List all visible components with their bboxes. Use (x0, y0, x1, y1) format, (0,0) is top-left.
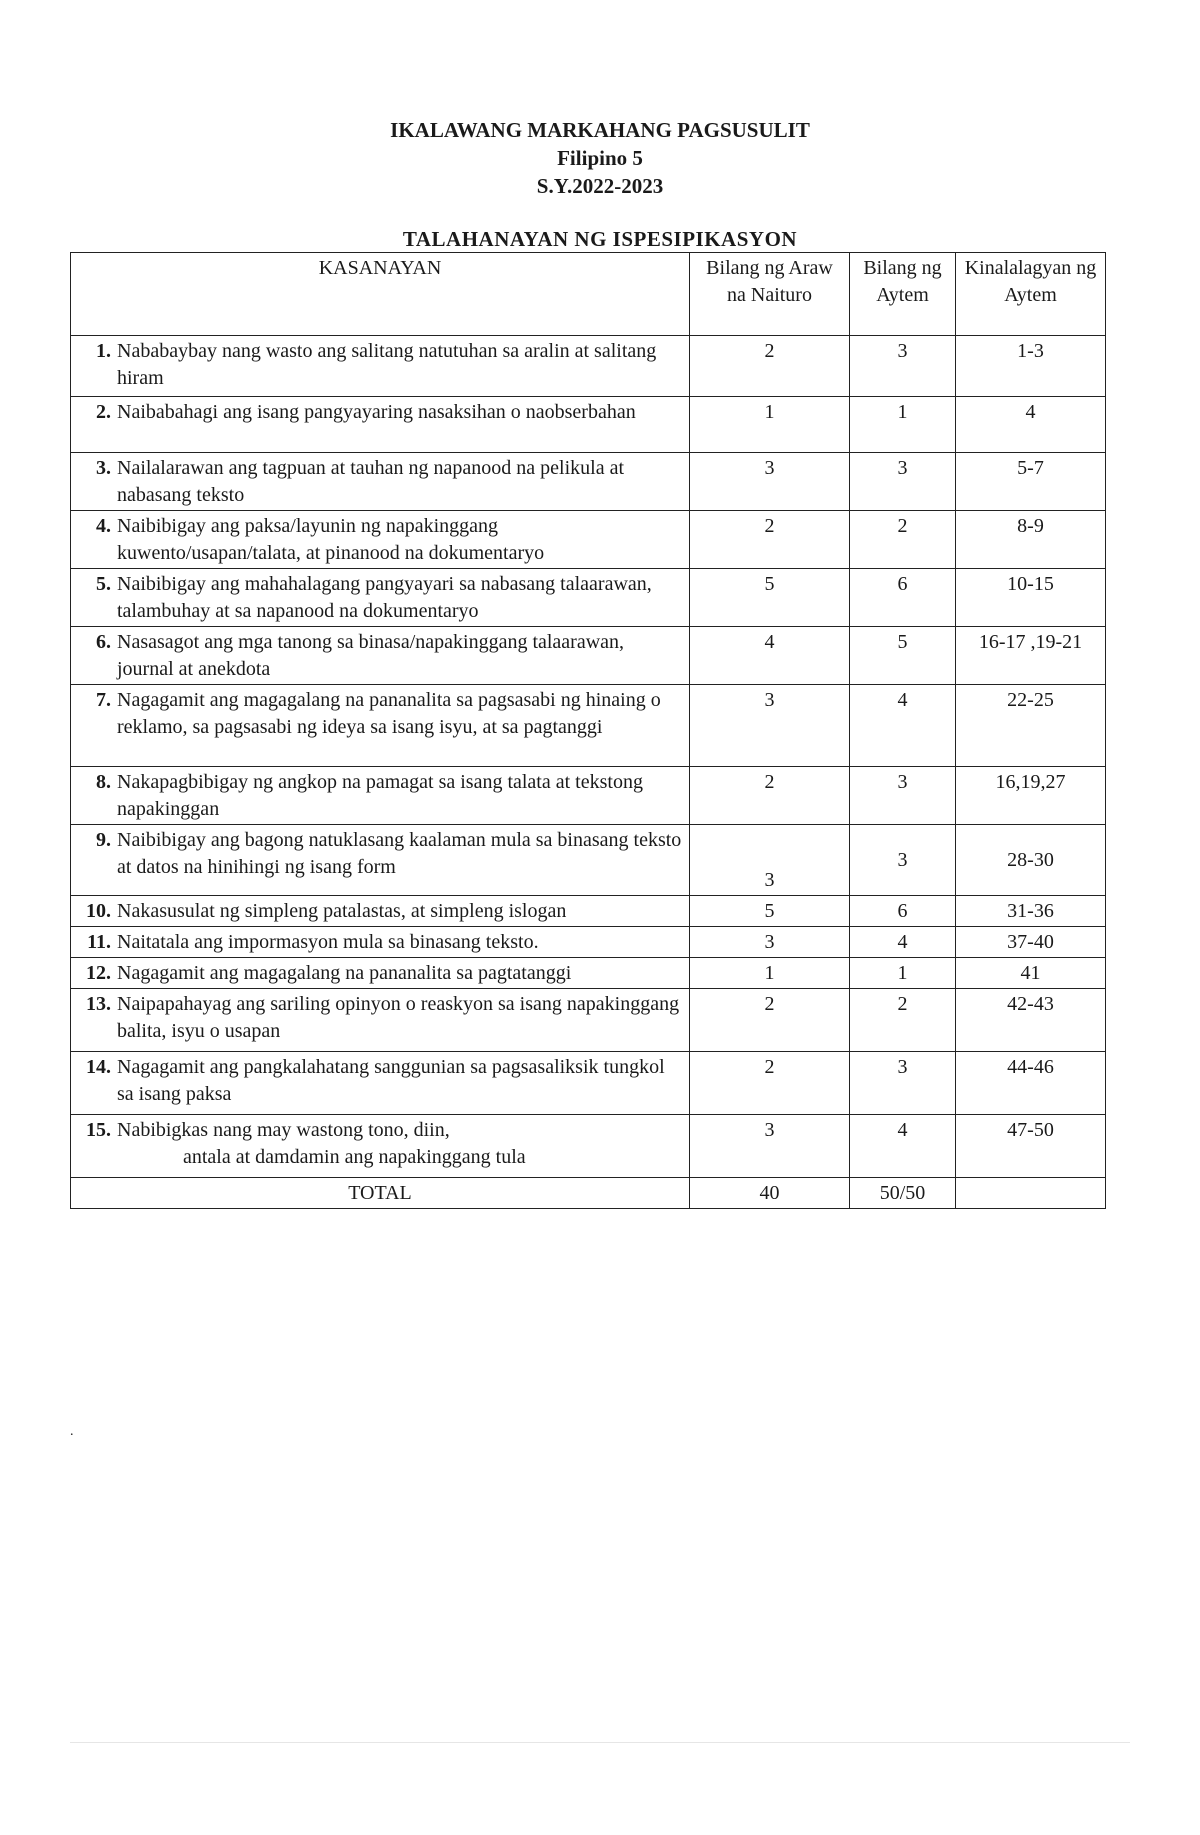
skill-cell (71, 767, 690, 825)
skill-text: Nasasagot ang mga tanong sa binasa/napakinggang talaarawan, journal at anekdota (117, 631, 625, 680)
items-cell: 6 (850, 569, 956, 627)
table-row (71, 825, 1106, 896)
days-cell: 2 (690, 1052, 850, 1115)
location-cell: 28-30 (956, 825, 1106, 896)
location-cell: 42-43 (956, 989, 1106, 1052)
header-location: Kinalalagyan ng Aytem (956, 253, 1106, 336)
specification-table (70, 252, 1106, 1209)
table-row (71, 989, 1106, 1052)
row-number: 10. (86, 900, 111, 922)
skill-text: Nailalarawan ang tagpuan at tauhan ng napanood na pelikula at nabasang teksto (117, 457, 625, 506)
exam-subject: Filipino 5 (557, 146, 643, 170)
skill-cell (71, 958, 690, 989)
skill-text: Nagagamit ang magagalang na pananalita sa pagsasabi ng hinaing o reklamo, sa pagsasabi ng ideya sa isang isyu, at sa pagtanggi (117, 689, 661, 738)
row-number: 3. (96, 457, 111, 479)
days-cell: 1 (690, 397, 850, 453)
skill-text: Naitatala ang impormasyon mula sa binasang teksto. (117, 931, 539, 953)
items-cell: 4 (850, 685, 956, 767)
skill-text-multiline (117, 1117, 683, 1171)
table-row (71, 767, 1106, 825)
skill-cell (71, 569, 690, 627)
skill-cell (71, 511, 690, 569)
skill-text: Nagagamit ang magagalang na pananalita sa pagtatanggi (117, 962, 572, 984)
total-days: 40 (690, 1178, 850, 1209)
location-cell: 4 (956, 397, 1106, 453)
row-number: 14. (86, 1056, 111, 1078)
row-number: 6. (96, 631, 111, 653)
skill-cell (71, 927, 690, 958)
skill-text: Naipapahayag ang sariling opinyon o reaskyon sa isang napakinggang balita, isyu o usapan (117, 993, 680, 1042)
header-days: Bilang ng Araw na Naituro (690, 253, 850, 336)
table-header-row (71, 253, 1106, 336)
row-number: 8. (96, 771, 111, 793)
skill-cell (71, 1052, 690, 1115)
days-cell: 3 (690, 453, 850, 511)
header-skill: KASANAYAN (71, 253, 690, 336)
stray-dot: . (70, 1424, 74, 1439)
items-cell: 3 (850, 767, 956, 825)
items-cell: 1 (850, 958, 956, 989)
table-row (71, 927, 1106, 958)
row-number: 11. (87, 931, 111, 953)
items-cell: 4 (850, 927, 956, 958)
row-number: 1. (96, 340, 111, 362)
skill-cell (71, 825, 690, 896)
total-items: 50/50 (850, 1178, 956, 1209)
skill-text: Naibibigay ang mahahalagang pangyayari sa nabasang talaarawan, talambuhay at sa napanood na dokumentaryo (117, 573, 652, 622)
skill-cell (71, 989, 690, 1052)
table-row (71, 511, 1106, 569)
days-cell: 3 (690, 1115, 850, 1178)
days-cell: 2 (690, 511, 850, 569)
days-cell: 5 (690, 569, 850, 627)
location-cell: 10-15 (956, 569, 1106, 627)
row-number: 7. (96, 689, 111, 711)
items-cell: 1 (850, 397, 956, 453)
items-cell: 3 (850, 453, 956, 511)
row-number: 13. (86, 993, 111, 1015)
location-cell: 37-40 (956, 927, 1106, 958)
table-row (71, 896, 1106, 927)
skill-text-line1: Nabibigkas nang may wastong tono, diin, (117, 1119, 450, 1141)
skill-text: Naibabahagi ang isang pangyayaring nasaksihan o naobserbahan (117, 401, 636, 423)
table-row (71, 336, 1106, 397)
table-title: TALAHANAYAN NG ISPESIPIKASYON (402, 227, 798, 251)
items-cell: 3 (850, 1052, 956, 1115)
days-cell: 5 (690, 896, 850, 927)
skill-cell (71, 453, 690, 511)
days-cell: 3 (690, 685, 850, 767)
location-cell: 41 (956, 958, 1106, 989)
skill-cell (71, 685, 690, 767)
total-location (956, 1178, 1106, 1209)
table-row (71, 453, 1106, 511)
skill-cell (71, 397, 690, 453)
skill-cell (71, 336, 690, 397)
table-row (71, 1115, 1106, 1178)
location-cell: 44-46 (956, 1052, 1106, 1115)
days-cell: 3 (690, 927, 850, 958)
items-cell: 3 (850, 825, 956, 896)
days-cell: 4 (690, 627, 850, 685)
location-cell: 47-50 (956, 1115, 1106, 1178)
items-cell: 2 (850, 511, 956, 569)
items-cell: 5 (850, 627, 956, 685)
skill-cell (71, 1115, 690, 1178)
days-cell: 2 (690, 336, 850, 397)
row-number: 4. (96, 515, 111, 537)
days-cell: 2 (690, 767, 850, 825)
row-number: 12. (86, 962, 111, 984)
location-cell: 16-17 ,19-21 (956, 627, 1106, 685)
table-row (71, 569, 1106, 627)
days-cell: 3 (690, 825, 850, 896)
row-number: 5. (96, 573, 111, 595)
items-cell: 4 (850, 1115, 956, 1178)
row-number: 9. (96, 829, 111, 851)
skill-text: Nakasusulat ng simpleng patalastas, at simpleng islogan (117, 900, 567, 922)
days-cell: 1 (690, 958, 850, 989)
location-cell: 31-36 (956, 896, 1106, 927)
items-cell: 3 (850, 336, 956, 397)
days-cell: 2 (690, 989, 850, 1052)
skill-text: Nagagamit ang pangkalahatang sanggunian sa pagsasaliksik tungkol sa isang paksa (117, 1056, 665, 1105)
table-row (71, 627, 1106, 685)
table-row (71, 958, 1106, 989)
skill-cell (71, 896, 690, 927)
location-cell: 5-7 (956, 453, 1106, 511)
skill-text: Nababaybay nang wasto ang salitang natutuhan sa aralin at salitang hiram (117, 340, 657, 389)
row-number: 2. (96, 401, 111, 423)
exam-title: IKALAWANG MARKAHANG PAGSUSULIT (390, 118, 810, 142)
location-cell: 16,19,27 (956, 767, 1106, 825)
table-row (71, 1052, 1106, 1115)
location-cell: 22-25 (956, 685, 1106, 767)
skill-cell (71, 627, 690, 685)
location-cell: 1-3 (956, 336, 1106, 397)
items-cell: 6 (850, 896, 956, 927)
skill-text: Naibibigay ang paksa/layunin ng napakinggang kuwento/usapan/talata, at pinanood na dokumentaryo (117, 515, 545, 564)
table-row (71, 397, 1106, 453)
header-items: Bilang ng Aytem (850, 253, 956, 336)
skill-text-line2: antala at damdamin ang napakinggang tula (183, 1146, 526, 1168)
table-row (71, 685, 1106, 767)
total-row (71, 1178, 1106, 1209)
school-year: S.Y.2022-2023 (536, 174, 664, 198)
footer-rule (70, 1742, 1130, 1743)
row-number: 15. (86, 1119, 111, 1141)
total-label: TOTAL (71, 1178, 690, 1209)
items-cell: 2 (850, 989, 956, 1052)
location-cell: 8-9 (956, 511, 1106, 569)
skill-text: Nakapagbibigay ng angkop na pamagat sa isang talata at tekstong napakinggan (117, 771, 643, 820)
skill-text: Naibibigay ang bagong natuklasang kaalaman mula sa binasang teksto at datos na hinihingi ng isang form (117, 829, 682, 878)
